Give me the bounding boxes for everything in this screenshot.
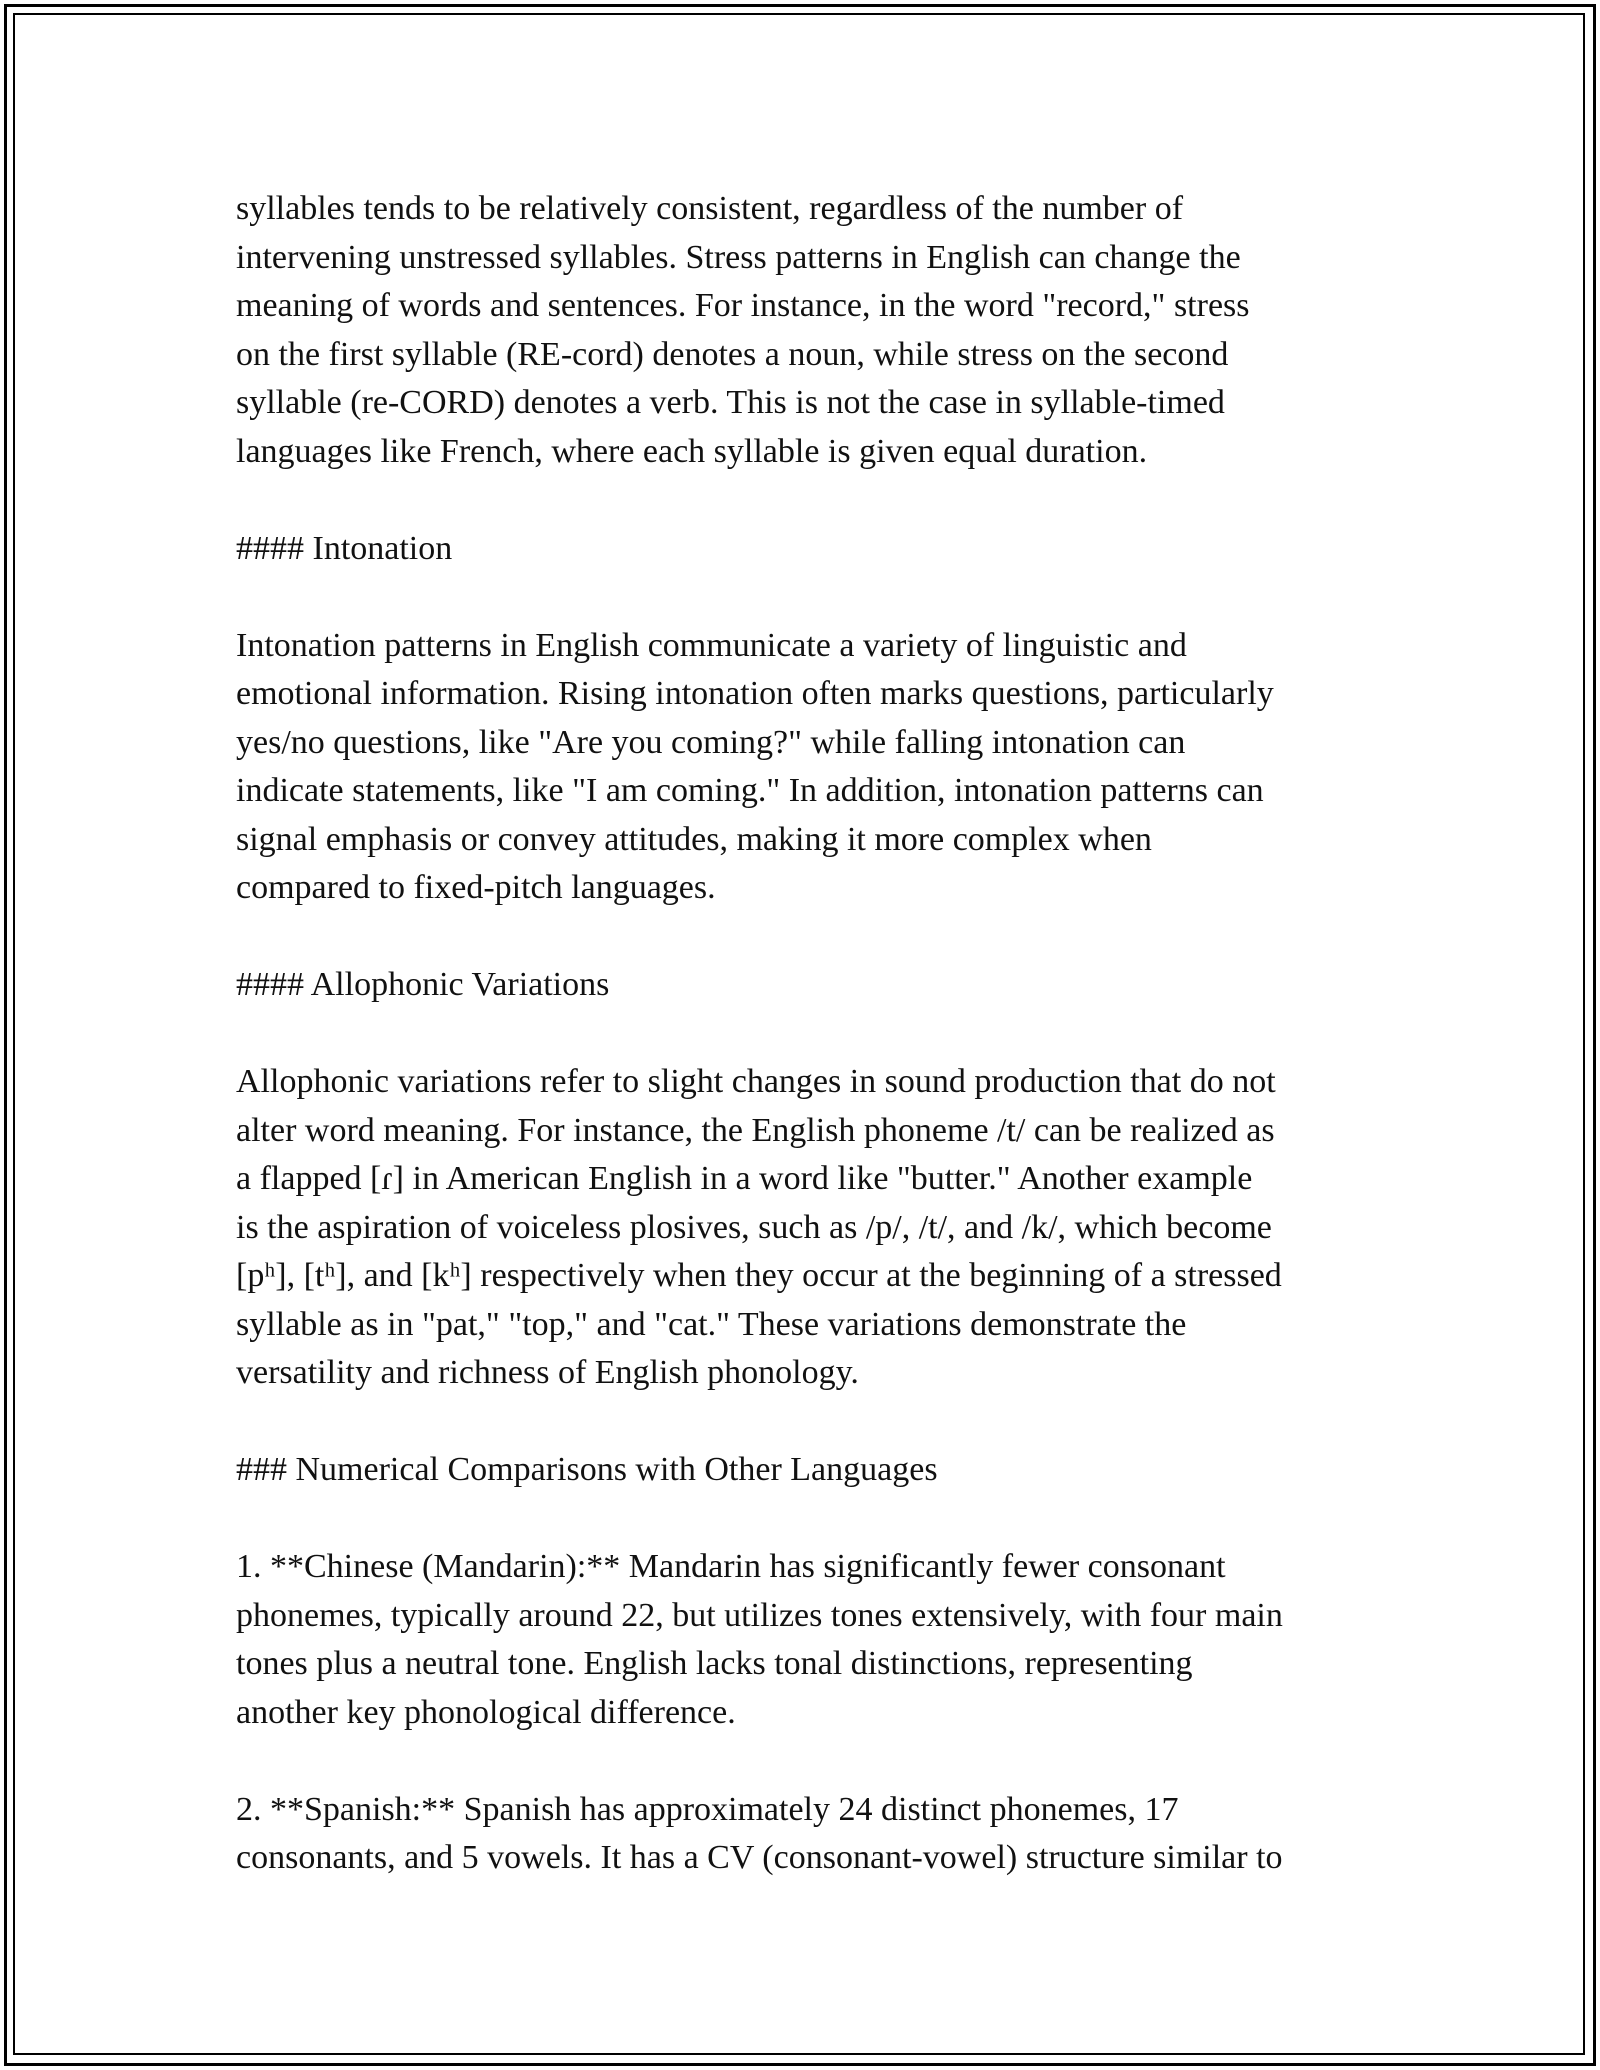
text-line: signal emphasis or convey attitudes, making it more complex when (236, 820, 1152, 858)
text-line: versatility and richness of English phonology. (236, 1354, 859, 1391)
text-line: phonemes, typically around 22, but utilizes tones extensively, with four main (236, 1596, 1283, 1634)
paragraph-intonation (236, 622, 1386, 913)
text-line: 1. **Chinese (Mandarin):** Mandarin has significantly fewer consonant (236, 1548, 1226, 1585)
list-item-chinese (236, 1543, 1386, 1737)
text-line: another key phonological difference. (236, 1693, 736, 1731)
heading-numerical-comparisons (236, 1446, 1386, 1495)
heading-intonation (236, 525, 1386, 574)
text-line: Allophonic variations refer to slight changes in sound production that do not (236, 1063, 1276, 1100)
text-line: is the aspiration of voiceless plosives, such as /p/, /t/, and /k/, which become (236, 1208, 1272, 1246)
text-line: tones plus a neutral tone. English lacks tonal distinctions, representing (236, 1645, 1193, 1682)
heading-allophonic-variations (236, 961, 1386, 1010)
text-line: [pʰ], [tʰ], and [kʰ] respectively when they occur at the beginning of a stressed (236, 1257, 1282, 1294)
text-line: syllables tends to be relatively consistent, regardless of the number of (236, 190, 1184, 227)
text-line: emotional information. Rising intonation often marks questions, particularly (236, 675, 1274, 712)
text-line: intervening unstressed syllables. Stress patterns in English can change the (236, 238, 1241, 276)
text-line: consonants, and 5 vowels. It has a CV (consonant-vowel) structure similar to (236, 1839, 1283, 1876)
paragraph-allophonic-variations (236, 1058, 1386, 1398)
text-line: languages like French, where each syllable is given equal duration. (236, 432, 1148, 470)
text-line: Intonation patterns in English communicate a variety of linguistic and (236, 626, 1187, 664)
text-line: 2. **Spanish:** Spanish has approximately 24 distinct phonemes, 17 (236, 1790, 1179, 1828)
text-line: syllable as in "pat," "top," and "cat." These variations demonstrate the (236, 1305, 1187, 1343)
text-line: syllable (re-CORD) denotes a verb. This is not the case in syllable-timed (236, 384, 1225, 421)
document-body (236, 185, 1386, 1931)
text-line: meaning of words and sentences. For instance, in the word "record," stress (236, 287, 1250, 324)
heading-text: #### Intonation (236, 529, 453, 567)
paragraph-stress-patterns (236, 185, 1386, 476)
list-item-spanish (236, 1786, 1386, 1883)
heading-text: ### Numerical Comparisons with Other Languages (236, 1451, 938, 1488)
text-line: indicate statements, like "I am coming." In addition, intonation patterns can (236, 772, 1264, 809)
text-line: a flapped [ɾ] in American English in a word like "butter." Another example (236, 1160, 1253, 1197)
text-line: compared to fixed-pitch languages. (236, 869, 716, 906)
text-line: yes/no questions, like "Are you coming?" while falling intonation can (236, 723, 1186, 761)
text-line: alter word meaning. For instance, the English phoneme /t/ can be realized as (236, 1111, 1275, 1149)
text-line: on the first syllable (RE-cord) denotes a noun, while stress on the second (236, 335, 1229, 373)
heading-text: #### Allophonic Variations (236, 966, 610, 1003)
